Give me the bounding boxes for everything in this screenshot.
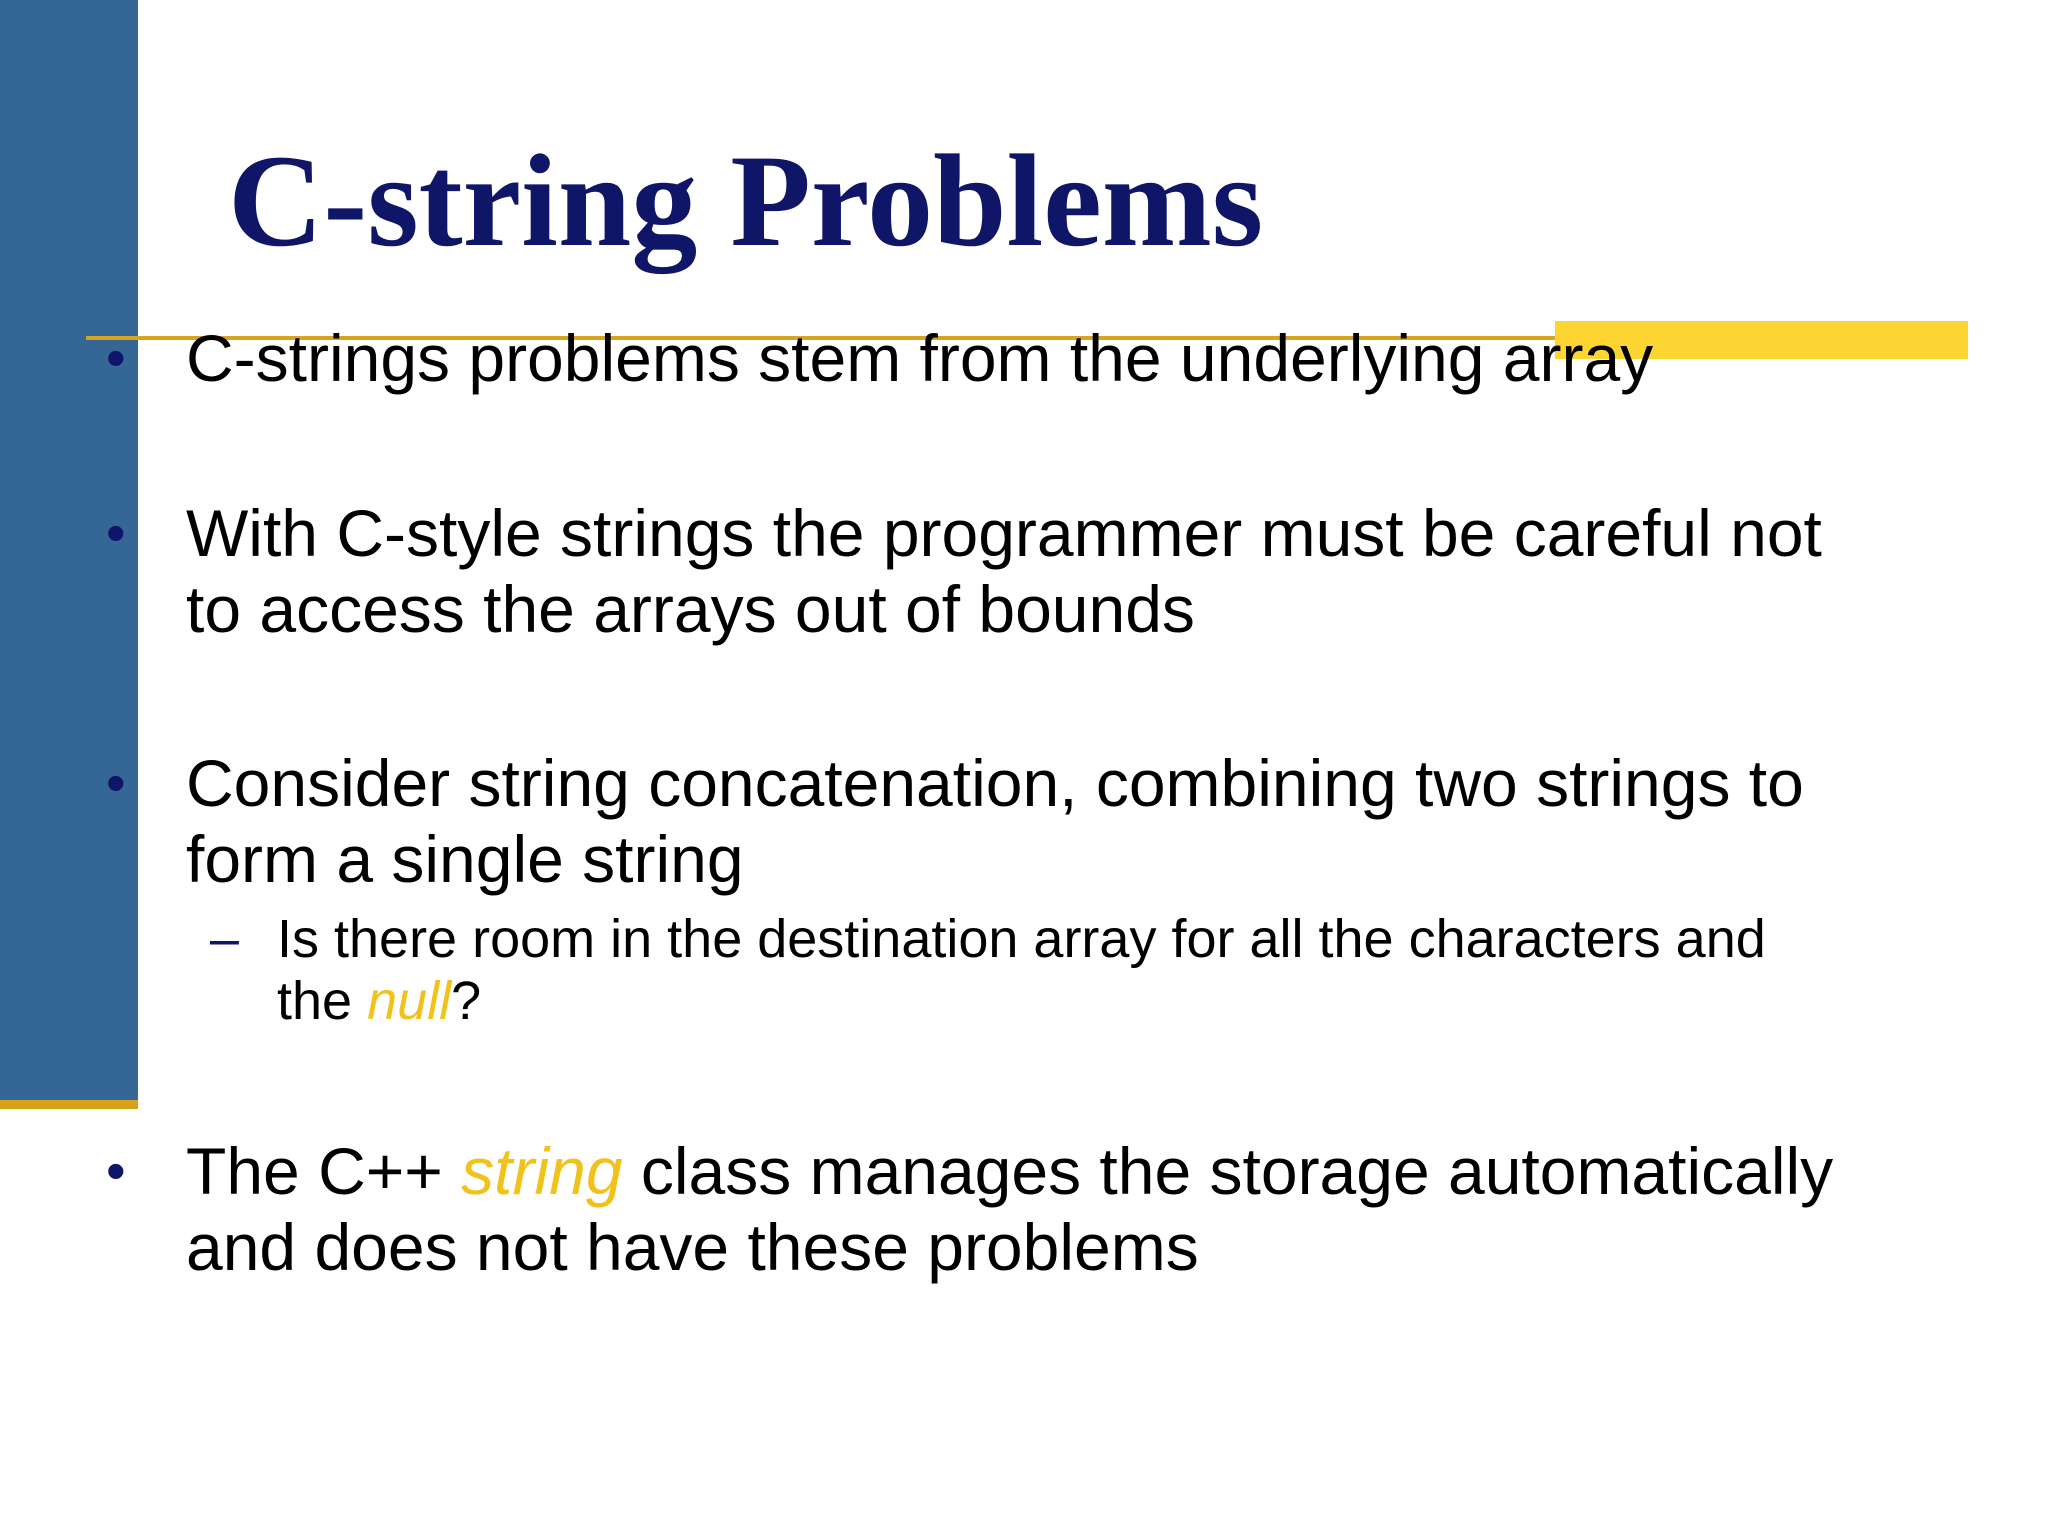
slide-title: C-string Problems	[228, 127, 1264, 274]
left-sidebar-band	[0, 0, 138, 1100]
bullet-text-line: form a single string	[186, 822, 744, 896]
title-rule-accent-block	[1555, 321, 1968, 359]
sub-bullet-text-suffix: ?	[451, 971, 482, 1031]
bullet-text-line: C-strings problems stem from the underlying array	[186, 321, 1654, 395]
bullet-item-3	[106, 745, 1936, 897]
bullet-text-line: Consider string concatenation, combining two strings to	[186, 746, 1804, 820]
sub-bullet-item	[210, 908, 1910, 1032]
bullet-item-2	[106, 495, 1936, 647]
sub-bullet-text	[277, 908, 1917, 1032]
bullet-text	[186, 1133, 1956, 1285]
bullet-item-4	[106, 1133, 1936, 1285]
bullet-text-line: and does not have these problems	[186, 1210, 1199, 1284]
bullet-marker: •	[106, 1139, 126, 1202]
sub-bullet-text-line: Is there room in the destination array for all the characters and	[277, 909, 1766, 969]
highlight-null: null	[367, 971, 452, 1031]
bullet-text	[186, 745, 1956, 897]
sub-bullet-text-prefix: the	[277, 971, 368, 1031]
bullet-marker: •	[106, 751, 126, 814]
sub-bullet-marker: –	[210, 910, 239, 968]
bullet-text-suffix: class manages the storage automatically	[622, 1134, 1834, 1208]
bullet-text-prefix: The C++	[186, 1134, 462, 1208]
bullet-marker: •	[106, 326, 126, 389]
bullet-text-line: With C-style strings the programmer must be careful not	[186, 496, 1822, 570]
bullet-marker: •	[106, 501, 126, 564]
sidebar-accent-stripe	[0, 1100, 138, 1109]
bullet-text-line: to access the arrays out of bounds	[186, 572, 1195, 646]
highlight-string: string	[461, 1134, 623, 1208]
bullet-text	[186, 495, 1956, 647]
